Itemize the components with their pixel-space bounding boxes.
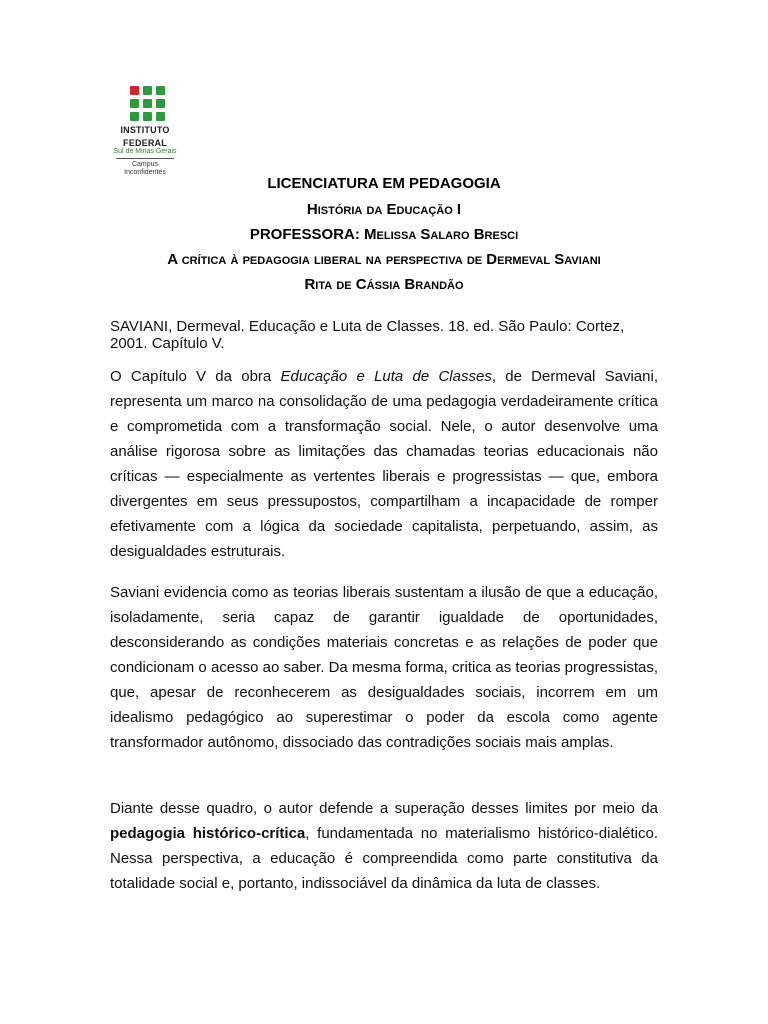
logo-name-line1: INSTITUTO <box>120 125 170 135</box>
paragraph-3-intro: Diante desse quadro, o autor defende a superação desses limites por meio da <box>110 800 658 817</box>
logo-subtitle: Sul de Minas Gerais <box>113 148 177 155</box>
professor-line <box>0 226 768 244</box>
paragraph-1-body: , de Dermeval Saviani, representa um marco na consolidação de uma pedagogia verdadeiramente crítica e comprometida com a transformação social. Nele, o autor desenvolve uma análise rigorosa sobre as limitações das chamadas teorias educacionais não críticas — especialmente as vertentes liberais e progressistas — que, embora divergentes em seus pressupostos, compartilham a incapacidade de romper efetivamente com a lógica da sociedade capitalista, perpetuando, assim, as desigualdades estruturais. <box>110 368 658 560</box>
logo-name-line2: FEDERAL <box>123 138 167 148</box>
paragraph-2-body: Saviani evidencia como as teorias liberais sustentam a ilusão de que a educação, isoladamente, seria capaz de garantir igualdade de oportunidades, desconsiderando as condições materiais concretas e as relações de poder que condicionam o acesso ao saber. Da mesma forma, critica as teorias progressistas, que, apesar de reconhecerem as desigualdades sociais, incorrem em um idealismo pedagógico ao superestimar o poder da escola como agente transformador autônomo, dissociado das contradições sociais mais amplas. <box>110 584 658 751</box>
bibliographic-reference: SAVIANI, Dermeval. Educação e Luta de Classes. 18. ed. São Paulo: Cortez, 2001. Capítulo V. <box>110 318 625 352</box>
course-title: LICENCIATURA EM PEDAGOGIA <box>267 175 501 192</box>
logo-squares-icon <box>130 86 166 122</box>
paragraph-3-body: , fundamentada no materialismo histórico-dialético. Nessa perspectiva, a educação é compreendida como parte constitutiva da totalidade social e, portanto, indissociável da dinâmica da luta de classes. <box>110 825 658 892</box>
book-title: Educação e Luta de Classes <box>280 368 492 385</box>
logo-campus-line1: Campus <box>131 161 159 168</box>
essay-title: A crítica à pedagogia liberal na perspectiva de Dermeval Saviani <box>167 251 601 268</box>
paragraph-1 <box>110 364 658 564</box>
emphasis-term: pedagogia histórico-crítica <box>110 825 306 842</box>
logo-divider <box>116 158 174 159</box>
institution-logo <box>110 86 180 177</box>
author-name: Rita de Cássia Brandão <box>304 276 464 293</box>
professor-name: Melissa Salaro Bresci <box>364 226 519 243</box>
paragraph-2 <box>110 580 658 755</box>
professor-label: PROFESSORA: <box>249 226 360 243</box>
logo-campus-line2: Inconfidentes <box>124 169 166 176</box>
discipline-title: História da Educação I <box>306 201 462 218</box>
paragraph-1-intro: O Capítulo V da obra <box>110 368 281 385</box>
paragraph-3 <box>110 796 658 896</box>
